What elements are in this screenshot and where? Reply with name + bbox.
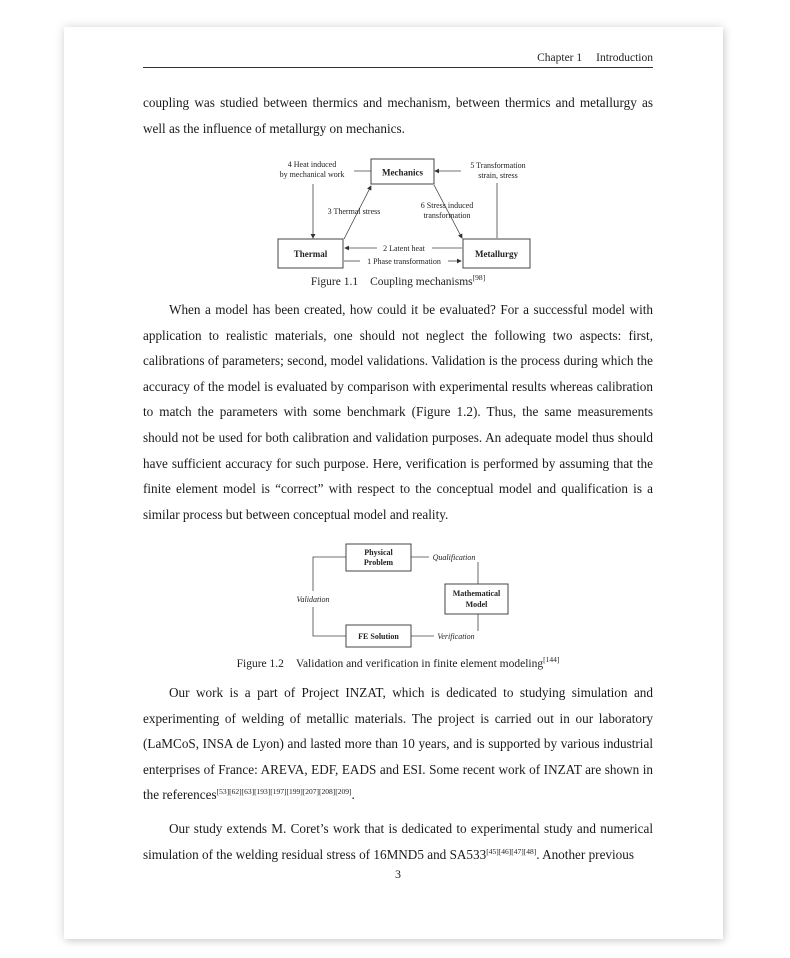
coupling-diagram bbox=[264, 155, 544, 273]
edge-validation-top bbox=[313, 557, 346, 591]
edge-2-label: 2 Latent heat bbox=[383, 244, 425, 253]
figure-2-caption-label: Figure 1.2 bbox=[236, 658, 284, 670]
paragraph-4-citations[interactable]: [45][46][47][48] bbox=[486, 846, 537, 856]
figure-coupling-mechanisms bbox=[264, 155, 544, 278]
edge-qualification-label: Qualification bbox=[432, 553, 476, 562]
edge-5-label-2: strain, stress bbox=[478, 171, 518, 180]
paragraph-1-block bbox=[143, 90, 653, 141]
edge-6-label-1: 6 Stress induced bbox=[420, 201, 474, 210]
edge-1-label: 1 Phase transformation bbox=[367, 257, 441, 266]
header-chapter: Chapter 1 bbox=[537, 52, 583, 64]
paragraph-4-text: Our study extends M. Coret’s work that is dedicated to experimental study and numerical simulation of the welding residual stress of 16MND5 and SA533 bbox=[143, 820, 653, 862]
figure-2-caption-text: Validation and verification in finite element modeling bbox=[295, 658, 544, 670]
figure-2-caption-ref[interactable]: [144] bbox=[543, 655, 560, 664]
paragraph-1: coupling was studied between thermics and mechanism, between thermics and metallurgy as well as the influence of metallurgy on mechanics. bbox=[143, 95, 653, 136]
paragraph-2-block bbox=[143, 297, 653, 527]
figure-1-caption-ref[interactable]: [98] bbox=[472, 273, 486, 282]
header-title: Introduction bbox=[596, 52, 653, 64]
paragraph-3-text: Our work is a part of Project INZAT, which is dedicated to studying simulation and experimenting of welding of metallic materials. The project is carried out in our laboratory (LaMCoS, INSA de Lyon) and lasted more than 10 years, and is supported by various industrial enterprises of France: AREVA, EDF, EADS and ESI. Some recent work of INZAT are shown in the references bbox=[143, 685, 653, 803]
edge-verification-label: Verification bbox=[437, 632, 475, 641]
page-number: 3 bbox=[395, 867, 401, 881]
edge-4-label-2: by mechanical work bbox=[279, 170, 345, 179]
paragraph-3-end: . bbox=[351, 787, 355, 803]
edge-3-label: 3 Thermal stress bbox=[327, 207, 381, 216]
paragraph-3-4-block bbox=[143, 680, 653, 867]
figure-1-caption-text: Coupling mechanisms bbox=[370, 276, 473, 288]
node-math-label-2: Model bbox=[465, 600, 488, 609]
node-math-label-1: Mathematical bbox=[452, 589, 501, 598]
validation-diagram bbox=[284, 539, 514, 651]
node-physical-label-2: Problem bbox=[363, 558, 394, 567]
edge-validation-bottom bbox=[313, 607, 346, 636]
node-metallurgy-label: Metallurgy bbox=[475, 249, 518, 259]
node-physical-label-1: Physical bbox=[364, 548, 393, 557]
paragraph-2: When a model has been created, how could it be evaluated? For a successful model with application to realistic materials, one should not neglect the following two aspects: first, calibrations of parameters; second, model validations. Validation is the process during which the accuracy of the model is evaluated by comparison with experimental results whereas calibration to match the parameters with some benchmark (Figure 1.2). Thus, the same measurements should not be used for both calibration and validation purposes. An adequate model thus should have sufficient accuracy for such purpose. Here, verification is performed by assuming that the finite element model is “correct” with respect to the conceptual model and qualification is a similar process but between conceptual model and reality. bbox=[143, 302, 653, 522]
document-page bbox=[64, 27, 723, 939]
edge-5-label-1: 5 Transformation bbox=[470, 161, 526, 170]
node-fe-label: FE Solution bbox=[358, 632, 399, 641]
edge-validation-label: Validation bbox=[296, 595, 330, 604]
paragraph-3 bbox=[143, 680, 653, 808]
figure-2-caption bbox=[143, 655, 653, 670]
edge-6-label-2: transformation bbox=[423, 211, 471, 220]
paragraph-4 bbox=[143, 816, 653, 867]
node-thermal-label: Thermal bbox=[293, 249, 328, 259]
paragraph-3-citations[interactable]: [53][62][63][193][197][199][207][208][209] bbox=[216, 787, 352, 797]
figure-1-caption-label: Figure 1.1 bbox=[310, 276, 359, 288]
figure-validation-verification bbox=[284, 539, 514, 656]
node-mechanics-label: Mechanics bbox=[382, 167, 423, 178]
figure-1-caption bbox=[143, 273, 653, 288]
paragraph-4-end: . Another previous bbox=[536, 846, 634, 862]
header-rule bbox=[143, 67, 653, 68]
edge-4-label-1: 4 Heat induced bbox=[287, 160, 337, 169]
running-header bbox=[143, 52, 653, 64]
